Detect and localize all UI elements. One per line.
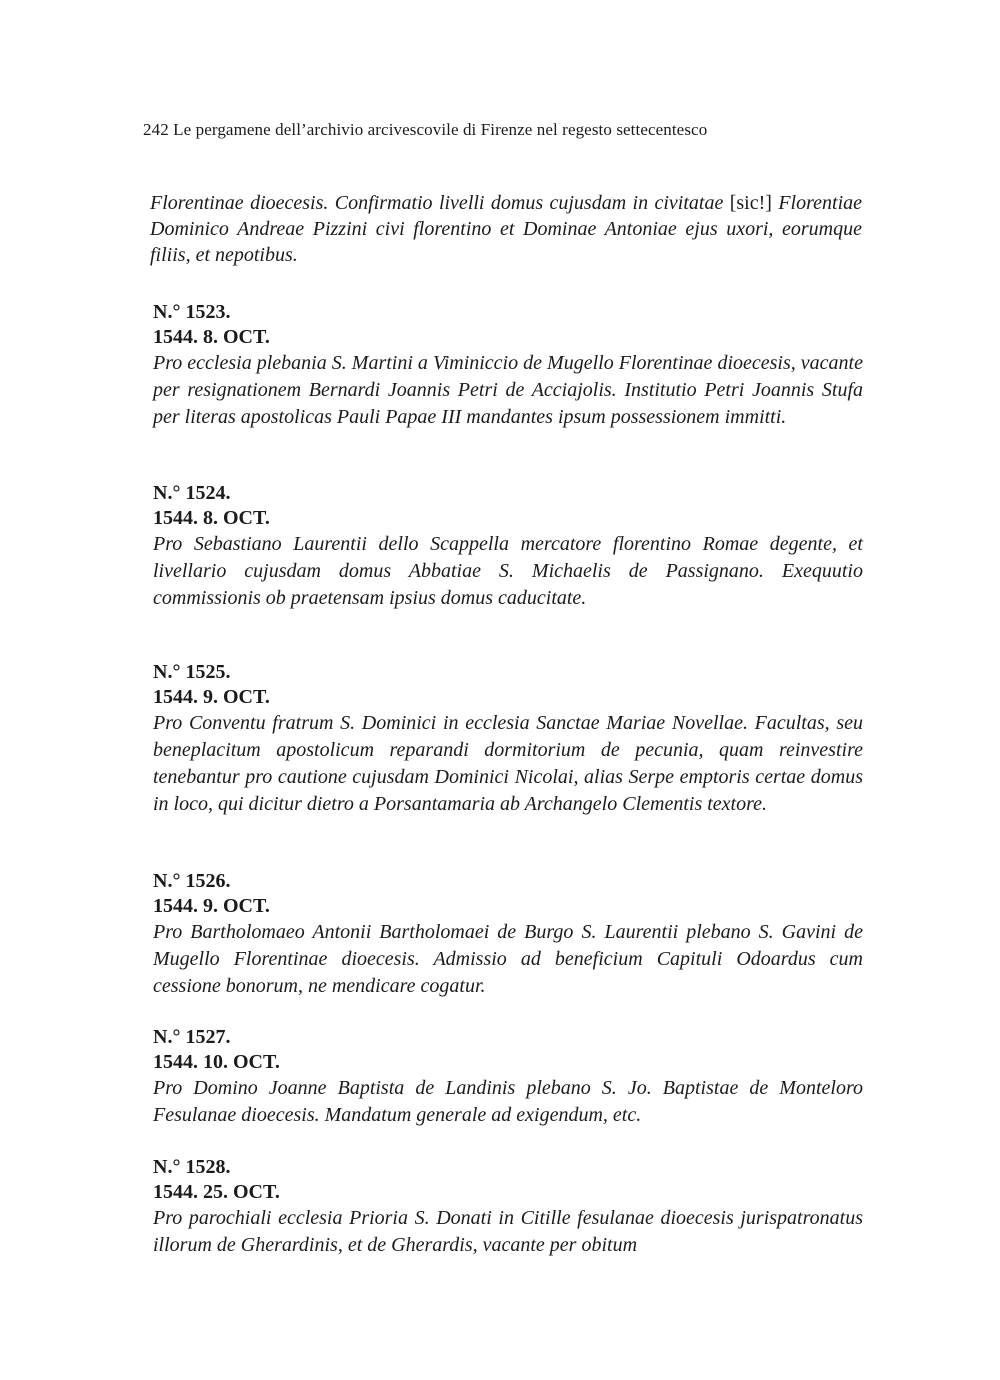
- entry-text: Pro parochiali ecclesia Prioria S. Donati in Citille fesulanae dioecesis jurispatronatus illorum de Gherardinis, et de Gherardis, vacante per obitum: [153, 1207, 863, 1256]
- entry-date: 1544. 9. OCT.: [153, 686, 270, 708]
- entry-text: Pro Domino Joanne Baptista de Landinis plebano S. Jo. Baptistae de Monteloro Fesulanae dioecesis. Mandatum generale ad exigendum, etc.: [153, 1077, 863, 1126]
- entry-1526: [153, 869, 863, 1000]
- entry-number: N.° 1526.: [153, 870, 231, 892]
- entry-text: Pro Bartholomaeo Antonii Bartholomaei de Burgo S. Laurentii plebano S. Gavini de Mugello Florentinae dioecesis. Admissio ad beneficium Capituli Odoardus cum cessione bonorum, ne mendicare cogatur.: [153, 921, 863, 997]
- entry-1524: [153, 481, 863, 612]
- entry-text: Pro ecclesia plebania S. Martini a Viminiccio de Mugello Florentinae dioecesis, vacante per resignationem Bernardi Joannis Petri de Acciajolis. Institutio Petri Joannis Stufa per literas apostolicas Pauli Papae III mandantes ipsum possessionem immitti.: [153, 352, 863, 428]
- entry-1525: [153, 660, 863, 818]
- entry-text: Pro Conventu fratrum S. Dominici in ecclesia Sanctae Mariae Novellae. Facultas, seu beneplacitum apostolicum reparandi dormitorium de pecunia, quam reinvestire tenebantur pro cautione cujusdam Dominici Nicolai, alias Serpe emptoris certae domus in loco, qui dicitur dietro a Porsantamaria ab Archangelo Clementis textore.: [153, 712, 863, 815]
- entry-date: 1544. 8. OCT.: [153, 326, 270, 348]
- intro-text-before: Florentinae dioecesis. Confirmatio livelli domus cujusdam in civitatae: [150, 192, 724, 214]
- entry-number: N.° 1523.: [153, 301, 231, 323]
- intro-text-after: Florentiae Dominico Andreae Pizzini civi florentino et Dominae Antoniae ejus uxori, eorumque filiis, et nepotibus.: [150, 192, 863, 266]
- entry-1528: [153, 1155, 863, 1259]
- entry-text: Pro Sebastiano Laurentii dello Scappella mercatore florentino Romae degente, et livellario cujusdam domus Abbatiae S. Michaelis de Passignano. Exequutio commissionis ob praetensam ipsius domus caducitate.: [153, 533, 863, 609]
- entry-date: 1544. 9. OCT.: [153, 895, 270, 917]
- entry-date: 1544. 25. OCT.: [153, 1181, 280, 1203]
- entry-date: 1544. 10. OCT.: [153, 1051, 280, 1073]
- entry-1527: [153, 1025, 863, 1129]
- entry-number: N.° 1525.: [153, 661, 231, 683]
- entry-date: 1544. 8. OCT.: [153, 507, 270, 529]
- intro-paragraph: [150, 190, 862, 268]
- entry-number: N.° 1527.: [153, 1026, 231, 1048]
- entry-number: N.° 1528.: [153, 1156, 231, 1178]
- running-head: 242 Le pergamene dell’archivio arcivescovile di Firenze nel regesto settecentesco: [143, 120, 708, 139]
- entry-1523: [153, 300, 863, 431]
- entry-number: N.° 1524.: [153, 482, 231, 504]
- sic-note: [sic!]: [729, 192, 772, 214]
